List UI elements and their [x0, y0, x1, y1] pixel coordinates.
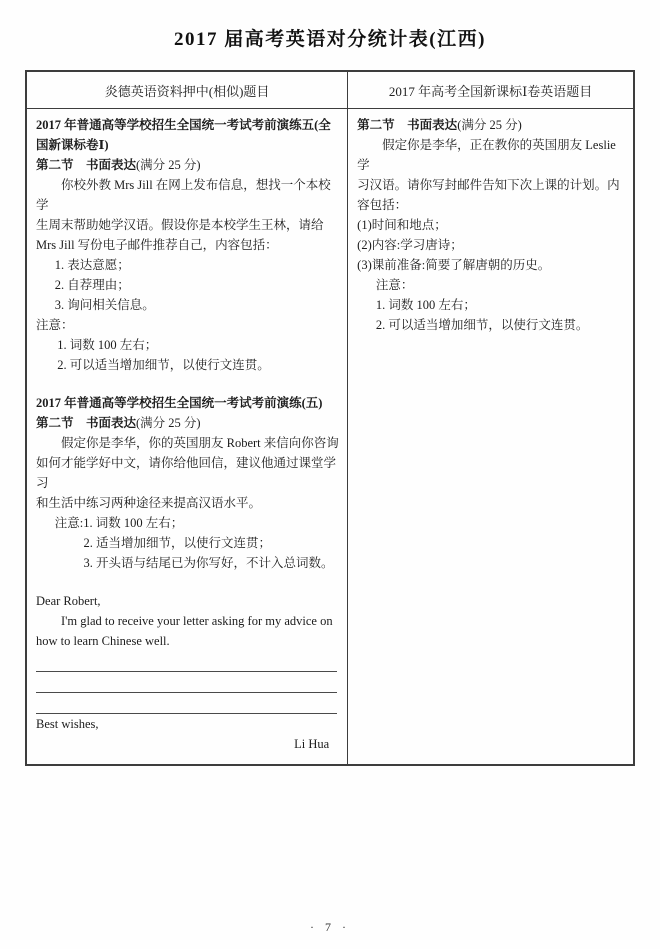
right-item-1: (1)时间和地点；: [357, 218, 447, 232]
sec2-heading-score: (满分 25 分): [136, 416, 201, 430]
right-heading-score: (满分 25 分): [457, 118, 522, 132]
sec1-heading-score: (满分 25 分): [136, 158, 201, 172]
sec2-note-1: 注意:1. 词数 100 左右；: [54, 516, 184, 530]
right-note-2: 2. 可以适当增加细节，以使行文连贯。: [375, 318, 589, 332]
sec2-paragraph-line3: 和生活中练习两种途径来提高汉语水平。: [36, 496, 262, 510]
answer-blank-line: [36, 651, 337, 672]
sec2-section-heading: [36, 413, 339, 433]
sec1-item-3: 3. 询问相关信息。: [54, 298, 155, 312]
table-header-row: [27, 72, 633, 109]
sec1-paragraph-line2: 生周末帮助她学汉语。假设你是本校学生王林，请给: [36, 218, 324, 232]
letter-body-line2: how to learn Chinese well.: [36, 634, 170, 648]
right-cell-gaokao-question: [348, 109, 633, 764]
sec2-note-2: 2. 适当增加细节，以使行文连贯；: [83, 536, 272, 550]
sec1-note-1: 1. 词数 100 左右；: [57, 338, 158, 352]
right-paragraph-line3: 容包括：: [357, 198, 408, 212]
sec1-title-line1: 2017 年普通高等学校招生全国统一考试考前演练五(全: [36, 118, 331, 132]
answer-blank-line: [36, 672, 337, 693]
letter-closing: Best wishes,: [36, 717, 99, 731]
sec2-note-3: 3. 开头语与结尾已为你写好，不计入总词数。: [83, 556, 334, 570]
sec2-paragraph-line1: 假定你是李华，你的英国朋友 Robert 来信向你咨询: [61, 436, 339, 450]
table-body-row: [27, 109, 633, 764]
letter-body-line1: I'm glad to receive your letter asking for my advice on: [61, 614, 333, 628]
column-header-gaokao: 2017 年高考全国新课标Ⅰ卷英语题目: [388, 84, 593, 99]
answer-blank-line: [36, 693, 337, 714]
letter-signature: Li Hua: [294, 737, 330, 751]
sec1-paragraph-line1: 你校外教 Mrs Jill 在网上发布信息，想找一个本校学: [36, 178, 331, 212]
page-title: 2017 届高考英语对分统计表(江西): [174, 29, 486, 50]
right-item-2: (2)内容:学习唐诗；: [357, 238, 463, 252]
sec2-heading-bold: 第二节 书面表达: [36, 416, 137, 430]
sec1-heading-bold: 第二节 书面表达: [36, 158, 137, 172]
sec1-item-1: 1. 表达意愿；: [54, 258, 130, 272]
right-note-label: 注意：: [375, 278, 414, 292]
section-gap: [36, 375, 339, 393]
sec1-note-label: 注意：: [36, 318, 74, 332]
sec2-paragraph-line2: 如何才能学好中文，请你给他回信，建议他通过课堂学习: [36, 456, 337, 490]
sec1-note-2: 2. 可以适当增加细节，以使行文连贯。: [57, 358, 270, 372]
left-cell-yande-questions: [27, 109, 348, 764]
sec1-paragraph-line3: Mrs Jill 写份电子邮件推荐自己，内容包括：: [36, 238, 278, 252]
right-heading-bold: 第二节 书面表达: [357, 118, 458, 132]
right-note-1: 1. 词数 100 左右；: [375, 298, 476, 312]
sec1-section-heading: [36, 155, 339, 175]
column-header-yande: 炎德英语资料押中(相似)题目: [27, 72, 348, 108]
sec1-item-2: 2. 自荐理由；: [54, 278, 130, 292]
section-gap: [36, 573, 339, 591]
right-section-heading: [357, 115, 625, 135]
letter-salutation: Dear Robert,: [36, 594, 101, 608]
right-paragraph-line2: 习汉语。请你写封邮件告知下次上课的计划。内: [357, 178, 620, 192]
page-number: · 7 ·: [310, 920, 350, 934]
right-paragraph-line1: 假定你是李华，正在教你的英国朋友 Leslie 学: [357, 138, 616, 172]
sec2-title: 2017 年普通高等学校招生全国统一考试考前演练(五): [36, 396, 323, 410]
sec1-title-line2: 国新课标卷Ⅰ): [36, 138, 109, 152]
right-item-3: (3)课前准备:简要了解唐朝的历史。: [357, 258, 551, 272]
comparison-table: [25, 70, 635, 766]
